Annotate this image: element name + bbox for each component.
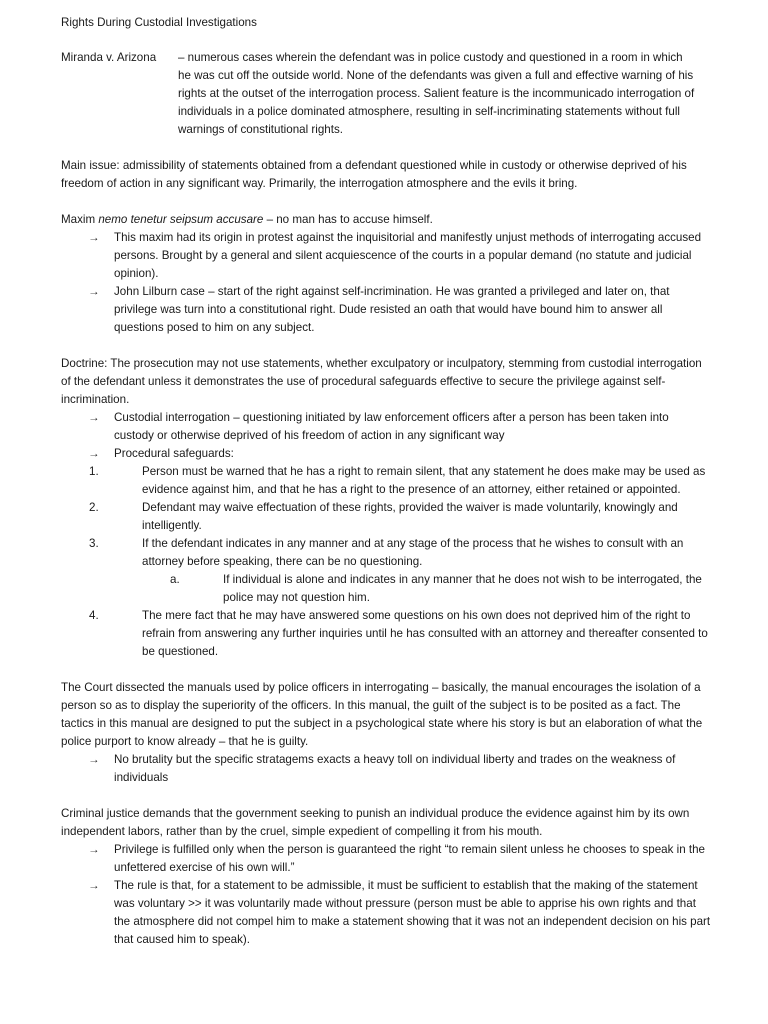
main-issue-paragraph: Main issue: admissibility of statements obtained from a defendant questioned while in custody or otherwise deprived of his freedom of action in any significant way. Primarily, the interrogation atmosphere and the evils it bring. xyxy=(61,159,687,190)
maxim-paragraph xyxy=(61,211,711,229)
bullet-text: The rule is that, for a statement to be admissible, it must be sufficient to establish that the making of the statement was voluntary >> it was voluntarily made without pressure (person must be able to apprise his own rights and that the atmosphere did not compel him to make a statement showing that it was not an independent decision on his part that caused him to speak). xyxy=(114,879,711,946)
safeguards-list xyxy=(61,463,711,661)
arrow-icon: → xyxy=(88,411,100,424)
list-item xyxy=(61,445,711,463)
miranda-section xyxy=(61,49,711,139)
maxim-suffix: – no man has to accuse himself. xyxy=(263,213,433,226)
arrow-icon: → xyxy=(88,753,100,766)
case-name: Miranda v. Arizona xyxy=(61,51,157,64)
item-text: If the defendant indicates in any manner and at any stage of the process that he wishes to consult with an attorney before speaking, there can be no questioning. xyxy=(142,537,684,568)
item-text: If individual is alone and indicates in any manner that he does not wish to be interrogated, the police may not question him. xyxy=(223,573,702,604)
list-item xyxy=(61,841,711,877)
doctrine-bullet-list xyxy=(61,409,711,463)
safeguard-item xyxy=(89,535,711,607)
item-number: 4. xyxy=(89,609,99,622)
arrow-icon: → xyxy=(88,285,100,298)
item-number: 2. xyxy=(89,501,99,514)
bullet-text: Custodial interrogation – questioning initiated by law enforcement officers after a person has been taken into custody or otherwise deprived of his freedom of action in any significant way xyxy=(114,411,669,442)
manuals-paragraph: The Court dissected the manuals used by police officers in interrogating – basically, the manual encourages the isolation of a person so as to display the superiority of the officers. In this manual, the guilt of the subject is to be posited as a fact. The tactics in this manual are designed to put the subject in a psychological state where his story is but an elaboration of what the police purport to know already – that he is guilty. xyxy=(61,681,703,748)
item-letter: a. xyxy=(170,573,180,586)
safeguard-item xyxy=(89,463,711,499)
maxim-bullet-list xyxy=(61,229,711,337)
manuals-bullet-list xyxy=(61,751,711,787)
arrow-icon: → xyxy=(88,447,100,460)
list-item xyxy=(61,751,711,787)
item-text: Defendant may waive effectuation of these rights, provided the waiver is made voluntarily, knowingly and intelligently. xyxy=(142,501,678,532)
sub-list xyxy=(89,571,711,607)
bullet-text: Privilege is fulfilled only when the person is guaranteed the right “to remain silent unless he chooses to speak in the unfettered exercise of his own will.” xyxy=(114,843,705,874)
document-title: Rights During Custodial Investigations xyxy=(61,16,257,29)
safeguard-item xyxy=(89,607,711,661)
bullet-text: Procedural safeguards: xyxy=(114,447,234,460)
item-number: 1. xyxy=(89,465,99,478)
case-text-first-line: – numerous cases wherein the defendant was in police custody and questioned in a room in which xyxy=(178,51,683,64)
item-text: The mere fact that he may have answered some questions on his own does not deprived him of the right to refrain from answering any further inquiries until he has consulted with an attorney and thereafter consented to be questioned. xyxy=(142,609,708,658)
justice-paragraph: Criminal justice demands that the government seeking to punish an individual produce the evidence against him by its own independent labors, rather than by the cruel, simple expedient of compelling it from his mouth. xyxy=(61,807,690,838)
doctrine-paragraph: Doctrine: The prosecution may not use statements, whether exculpatory or inculpatory, stemming from custodial interrogation of the defendant unless it demonstrates the use of procedural safeguards effective to secure the privilege against self-incrimination. xyxy=(61,357,702,406)
arrow-icon: → xyxy=(88,879,100,892)
doctrine-list xyxy=(61,409,711,661)
item-number: 3. xyxy=(89,537,99,550)
bullet-text: John Lilburn case – start of the right against self-incrimination. He was granted a privileged and later on, that privilege was turn into a constitutional right. Dude resisted an oath that would have bound him to answer all questions posed to him on any subject. xyxy=(114,285,670,334)
arrow-icon: → xyxy=(88,231,100,244)
list-item xyxy=(61,877,711,949)
maxim-latin: nemo tenetur seipsum accusare xyxy=(98,213,264,226)
bullet-text: This maxim had its origin in protest against the inquisitorial and manifestly unjust methods of interrogating accused persons. Brought by a general and silent acquiescence of the courts in a popular demand (no statute and judicial opinion). xyxy=(114,231,702,280)
justice-bullet-list xyxy=(61,841,711,949)
maxim-prefix: Maxim xyxy=(61,213,99,226)
bullet-text: No brutality but the specific stratagems exacts a heavy toll on individual liberty and trades on the weakness of individuals xyxy=(114,753,676,784)
list-item xyxy=(61,229,711,283)
safeguard-item xyxy=(89,499,711,535)
case-text: he was cut off the outside world. None of the defendants was given a full and effective warning of his rights at the outset of the interrogation process. Salient feature is the incommunicado interrogation of individuals in a police dominated atmosphere, resulting in self-incriminating statements without full warnings of constitutional rights. xyxy=(178,69,695,136)
list-item xyxy=(61,283,711,337)
list-item xyxy=(61,409,711,445)
arrow-icon: → xyxy=(88,843,100,856)
item-text: Person must be warned that he has a right to remain silent, that any statement he does make may be used as evidence against him, and that he has a right to the presence of an attorney, either retained or appointed. xyxy=(142,465,706,496)
sub-item xyxy=(170,571,711,607)
document-body xyxy=(61,14,711,967)
